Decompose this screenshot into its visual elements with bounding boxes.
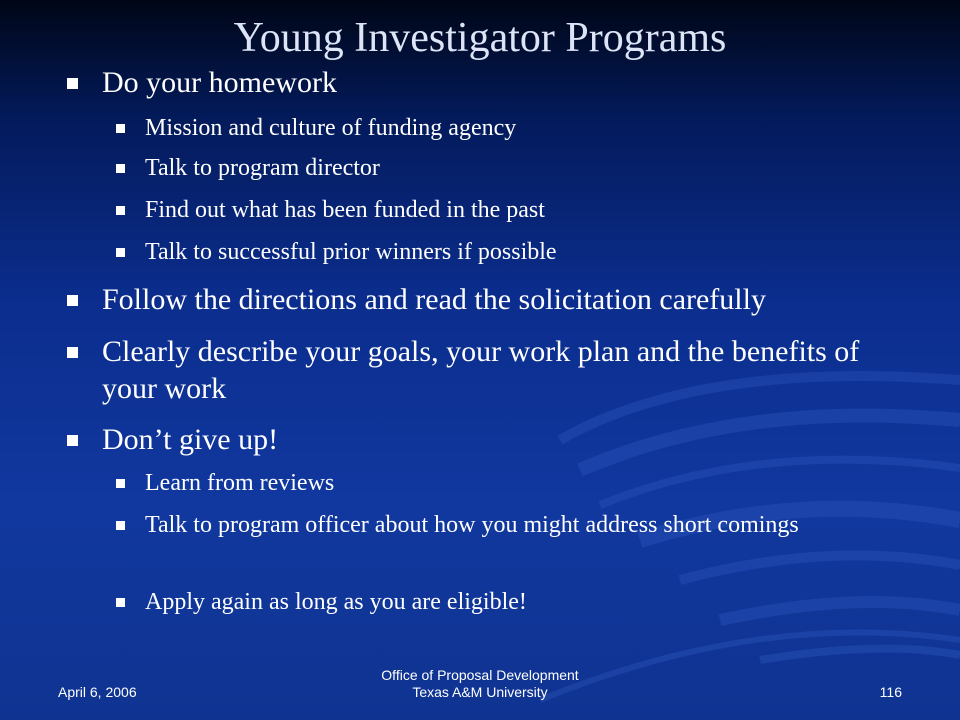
bullet-text: Mission and culture of funding agency [145, 115, 517, 141]
bullet-text: Apply again as long as you are eligible! [145, 589, 527, 615]
bullet-item [102, 64, 902, 101]
sub-bullet-item [145, 467, 905, 499]
sub-bullet-item [145, 152, 905, 184]
footer-office-line-1: Office of Proposal Development [381, 667, 579, 683]
square-bullet-icon [67, 78, 78, 89]
bullet-text: Clearly describe your goals, your work plan and the benefits of your work [102, 335, 860, 405]
square-bullet-icon [67, 347, 78, 358]
footer-office-line-2: Texas A&M University [412, 684, 548, 700]
sub-bullet-item [145, 112, 905, 144]
bullet-item [102, 333, 902, 407]
sub-bullet-item [145, 236, 905, 268]
slide-title: Young Investigator Programs [233, 15, 727, 61]
square-bullet-icon [116, 521, 125, 530]
square-bullet-icon [67, 435, 78, 446]
bullet-text: Follow the directions and read the solicitation carefully [102, 283, 766, 316]
square-bullet-icon [116, 479, 125, 488]
bullet-text: Talk to program officer about how you might address short comings [145, 512, 799, 538]
square-bullet-icon [116, 164, 125, 173]
square-bullet-icon [116, 598, 125, 607]
bullet-text: Learn from reviews [145, 470, 335, 496]
bullet-text: Talk to successful prior winners if possible [145, 239, 557, 265]
square-bullet-icon [116, 248, 125, 257]
footer-date: April 6, 2006 [58, 684, 137, 700]
footer-page-number: 116 [879, 684, 902, 700]
bullet-item [102, 281, 902, 318]
square-bullet-icon [116, 124, 125, 133]
bullet-text: Don’t give up! [102, 423, 279, 456]
square-bullet-icon [67, 295, 78, 306]
bullet-item [102, 421, 902, 458]
bullet-text: Find out what has been funded in the past [145, 197, 545, 223]
bullet-text: Talk to program director [145, 155, 380, 181]
sub-bullet-item [145, 194, 905, 226]
footer-office [330, 667, 630, 701]
sub-bullet-item [145, 586, 905, 618]
square-bullet-icon [116, 206, 125, 215]
sub-bullet-item [145, 509, 905, 541]
bullet-text: Do your homework [102, 66, 337, 99]
